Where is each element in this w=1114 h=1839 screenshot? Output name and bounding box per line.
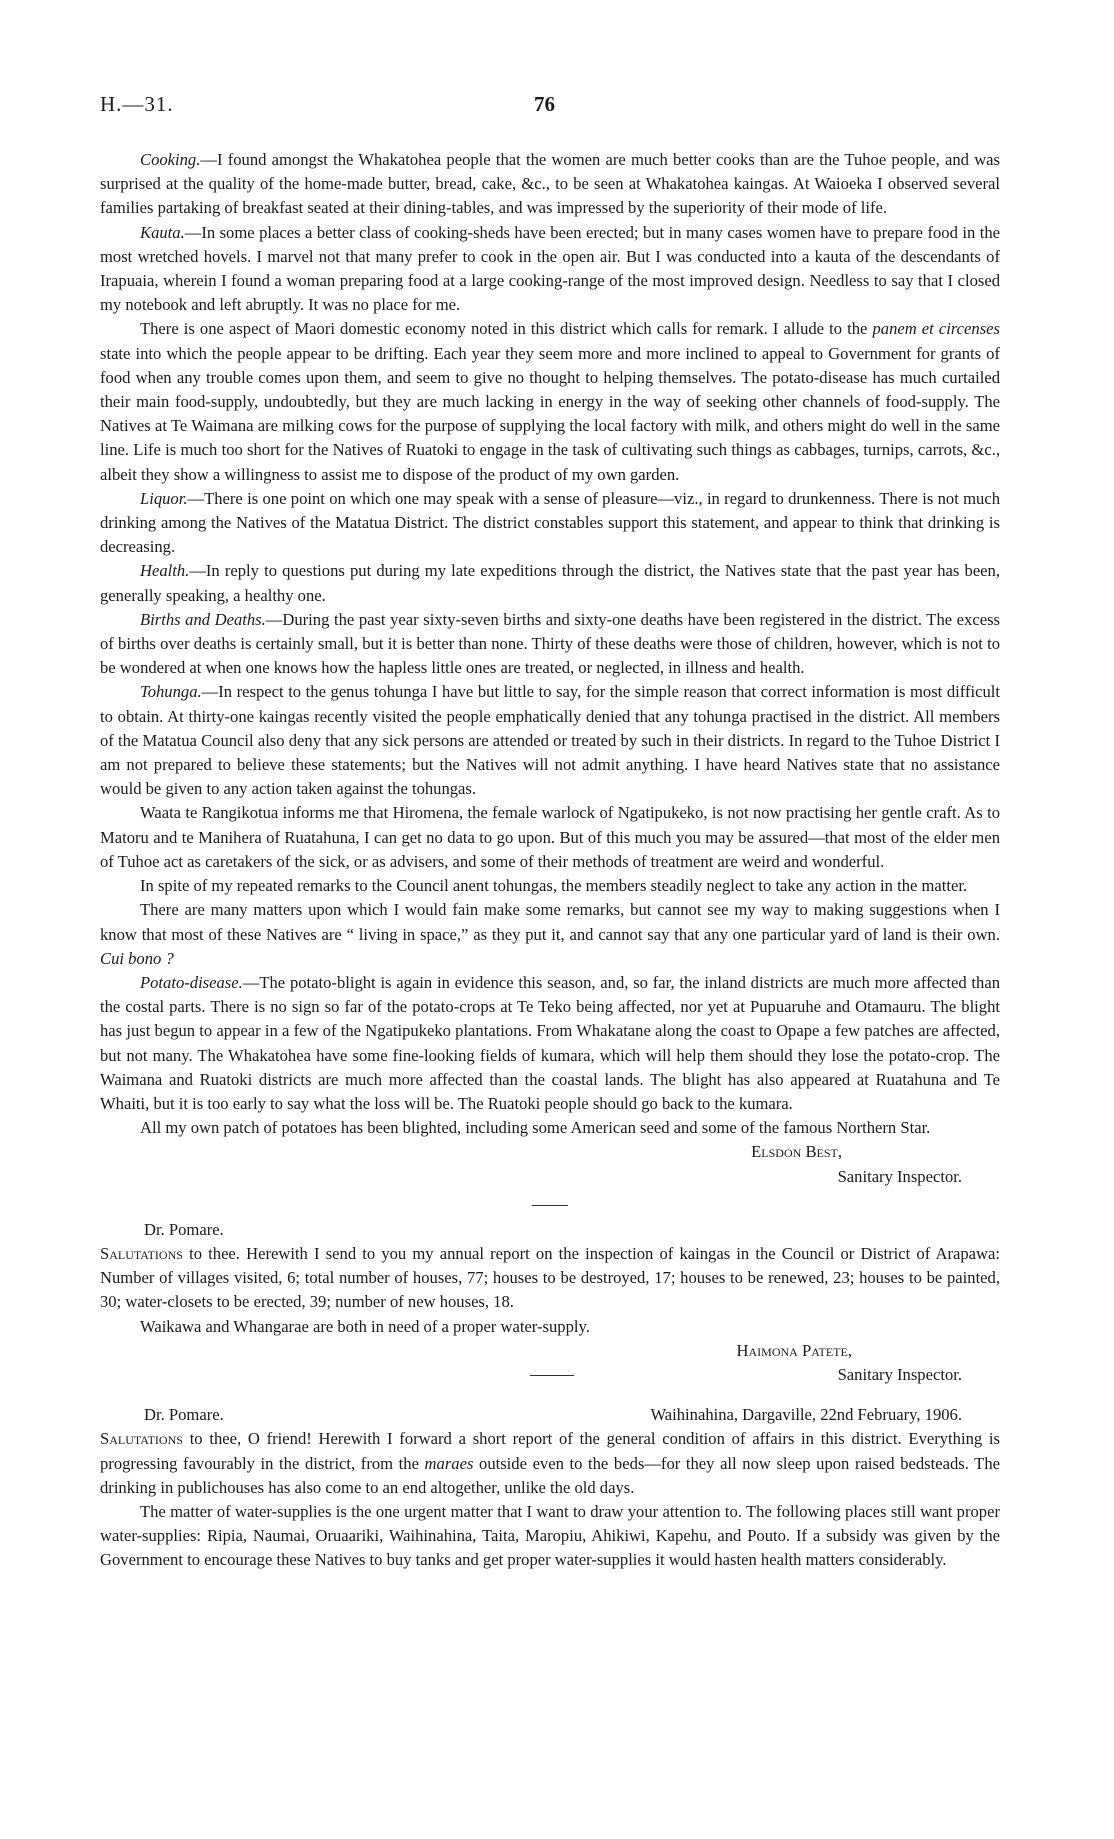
- paragraph-text: —The potato-blight is again in evidence this season, and, so far, the inland districts are much more affected than the costal parts. There is no sign so far of the potato-crops at Te Teko being affected, nor yet at Pupuaruhe and Otamauru. The blight has just begun to appear in a few of the Ngatipukeko plantations. From Whakatane along the coast to Opape a few patches are affected, but not many. The Whakatohea have some fine-looking fields of kumara, which will help them should they lose the potato-crop. The Waimana and Ruatoki districts are much more affected than the coastal lands. The blight has also appeared at Ruatahuna and Te Whaiti, but it is too early to say what the loss will be. The Ruatoki people should go back to the kumara.: [100, 972, 1000, 1113]
- document-reference: H.—31.: [100, 92, 174, 116]
- paragraph-waata: Waata te Rangikotua informs me that Hiromena, the female warlock of Ngatipukeko, is not now practising her gentle craft. As to Matoru and te Manihera of Ruatahuna, I can get no data to go upon. But of this much you may be assured—that most of the elder men of Tuhoe act as caretakers of the sick, or as advisers, and some of their methods of treatment are weird and wonderful.: [100, 803, 1000, 871]
- paragraph-liquor: [100, 487, 1000, 560]
- paragraph-cooking: [100, 148, 1000, 221]
- letter-salutation: Dr. Pomare.: [144, 1405, 224, 1425]
- paragraph-births-deaths: [100, 608, 1000, 681]
- page-header: [100, 92, 1000, 132]
- paragraph-own-patch: All my own patch of potatoes has been blighted, including some American seed and some of the famous Northern Star.: [140, 1118, 931, 1138]
- signature-block-1: [100, 1140, 1000, 1164]
- section-label-potato-disease: Potato-disease.: [140, 972, 243, 992]
- paragraph-text: —In some places a better class of cooking-sheds have been erected; but in many cases women have to prepare food in the most wretched hovels. I marvel not that many prefer to cook in the open air. But I was conducted into a kauta of the descendants of Irapuaia, wherein I found a woman preparing food at a large cooking-range of the most improved design. Needless to say that I closed my notebook and left abruptly. It was no place for me.: [100, 222, 1000, 315]
- section-divider: [532, 1205, 568, 1206]
- paragraph-kauta: [100, 221, 1000, 318]
- section-label-health: Health.: [140, 561, 190, 581]
- signature-title-row: [100, 1363, 1000, 1387]
- salutations-word: Salutations: [100, 1243, 183, 1263]
- page-body: [100, 148, 1000, 1573]
- paragraph-text: —In reply to questions put during my late expeditions through the district, the Natives state that the past year has been, generally speaking, a healthy one.: [100, 561, 1000, 605]
- letter-date: Waihinahina, Dargaville, 22nd February, 1906.: [650, 1405, 962, 1425]
- section-label-liquor: Liquor.: [140, 488, 188, 508]
- section-label-tohunga: Tohunga.: [140, 682, 202, 702]
- paragraph-text: —There is one point on which one may speak with a sense of pleasure—viz., in regard to drunkenness. There is not much drinking among the Natives of the Matatua District. The district constables support this statement, and appear to think that drinking is decreasing.: [100, 488, 1000, 557]
- section-label-cooking: Cooking.: [140, 150, 201, 169]
- salutations-word: Salutations: [100, 1429, 183, 1449]
- paragraph-domestic-economy: [100, 317, 1000, 486]
- latin-phrase: Cui bono ?: [100, 948, 174, 968]
- paragraph-text: state into which the people appear to be drifting. Each year they seem more and more inclined to appeal to Government for grants of food when any trouble comes upon them, and seem to give no thought to helping themselves. The potato-disease has much curtailed their main food-supply, undoubtedly, but they are much lacking in energy in the way of seeking other channels of food-supply. The Natives at Te Waimana are milking cows for the purpose of supplying the local factory with milk, and others might do well in the same line. Life is much too short for the Natives of Ruatoki to engage in the task of cultivating such things as cabbages, turnips, carrots, &c., albeit they show a willingness to assist me to dispose of the product of my own garden.: [100, 343, 1000, 484]
- letter-salutation: Dr. Pomare.: [144, 1219, 224, 1239]
- page-number: 76: [534, 92, 555, 116]
- paragraph-health: [100, 559, 1000, 607]
- signature-name: Elsdon Best,: [751, 1142, 842, 1162]
- section-label-births-deaths: Births and Deaths.: [140, 609, 266, 629]
- paragraph-council: In spite of my repeated remarks to the Council anent tohungas, the members steadily neglect to take any action in the matter.: [140, 876, 968, 896]
- paragraph-text: —In respect to the genus tohunga I have but little to say, for the simple reason that correct information is most difficult to obtain. At thirty-one kaingas recently visited the people emphatically denied that any tohunga practised in the district. All members of the Matatua Council also deny that any sick persons are attended or treated by such in their districts. In regard to the Tuhoe District I am not prepared to believe these statements; but the Natives will not admit anything. I have heard Natives state that no assistance would be given to any action taken against the tohungas.: [100, 682, 1000, 799]
- paragraph-text: —During the past year sixty-seven births and sixty-one deaths have been registered in the district. The excess of births over deaths is certainly small, but it is better than none. Thirty of these deaths were those of children, however, which is not to be wondered at when one knows how the hapless little ones are treated, or neglected, in illness and health.: [100, 609, 1000, 678]
- letter-paragraph: The matter of water-supplies is the one urgent matter that I want to draw your attention to. The following places still want proper water-supplies: Ripia, Naumai, Oruaariki, Waihinahina, Taita, Maropiu, Ahikiwi, Kapehu, and Pouto. If a subsidy was given by the Government to encourage these Natives to buy tanks and get proper water-supplies it would hasten health matters considerably.: [100, 1501, 1000, 1570]
- letter-dateline: [100, 1403, 1000, 1427]
- maori-term: maraes: [424, 1453, 474, 1473]
- paragraph-text: There is one aspect of Maori domestic economy noted in this district which calls for remark. I allude to the: [140, 319, 873, 339]
- section-divider: [530, 1375, 574, 1376]
- paragraph-text: outside even to the beds—for they all now sleep upon raised bedsteads. The drinking in publichouses has also come to an end altogether, unlike the old days.: [100, 1453, 1000, 1497]
- paragraph-text: —I found amongst the Whakatohea people that the women are much better cooks than are the Tuhoe people, and was surprised at the quality of the home-made butter, bread, cake, &c., to be seen at Whakatohea kaingas. At Waioeka I observed several families partaking of breakfast seated at their dining-tables, and was impressed by the superiority of their mode of life.: [100, 150, 1000, 218]
- signature-name: Haimona Patete,: [736, 1340, 852, 1360]
- paragraph-tohunga: [100, 680, 1000, 801]
- paragraph-matters: [100, 898, 1000, 971]
- latin-phrase: panem et circenses: [872, 319, 1000, 339]
- signature-block-2: [100, 1339, 1000, 1363]
- paragraph-potato-disease: [100, 971, 1000, 1116]
- paragraph-text: There are many matters upon which I would fain make some remarks, but cannot see my way to making suggestions when I know that most of these Natives are “ living in space,” as they put it, and cannot say that any one particular yard of land is their own.: [100, 900, 1000, 944]
- letter-paragraph: [100, 1242, 1000, 1315]
- letter-paragraph: [100, 1427, 1000, 1500]
- signature-title: Sanitary Inspector.: [837, 1166, 962, 1186]
- letter-paragraph: Waikawa and Whangarae are both in need of a proper water-supply.: [140, 1316, 590, 1336]
- section-label-kauta: Kauta.: [140, 222, 185, 242]
- signature-title: Sanitary Inspector.: [837, 1364, 962, 1384]
- paragraph-text: to thee. Herewith I send to you my annual report on the inspection of kaingas in the Council or District of Arapawa: Number of villages visited, 6; total number of houses, 77; houses to be destroyed, 17; houses to be renewed, 23; houses to be painted, 30; water-closets to be erected, 39; number of new houses, 18.: [100, 1243, 1000, 1312]
- paragraph-text: to thee, O friend! Herewith I forward a short report of the general condition of affairs in this district. Everything is progressing favourably in the district, from the: [100, 1429, 1000, 1473]
- closing-with-signature: [100, 1116, 1000, 1140]
